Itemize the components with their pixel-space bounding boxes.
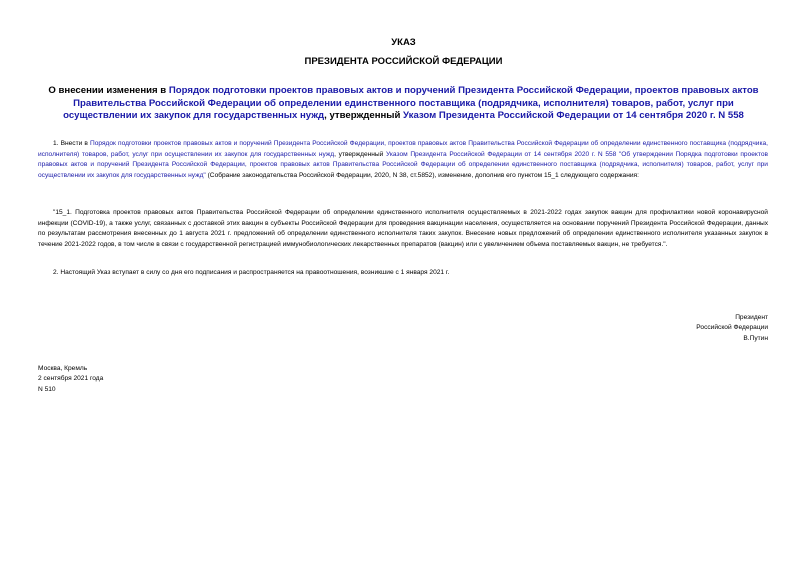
document-title (36, 85, 771, 123)
document-type-heading: УКАЗ (391, 37, 416, 48)
signature-position-2: Российской Федерации (696, 324, 768, 332)
paragraph-amendment-text: "15_1. Подготовка проектов правовых актов Правительства Российской Федерации об определении единственного исполнителя осуществляемых в 2021-2022 годах закупок вакцин для профилактики новой коронавирусной инфекции (COVID-19), а также услуг, связанных с доставкой этих вакцин в субъекты Российской Федерации для проведения вакцинации населения, осуществляется на основании поручений Президента Российской Федерации, данных по результатам рассмотрения внесенных до 1 августа 2021 г. предложений об определении единственного исполнителя таких закупок. Внесение новых предложений об определении единственного исполнителя указанных закупок в течение 2021-2022 годов, в том числе в связи с государственной регистрацией иммунобиологических лекарственных препаратов (вакцин) или с увеличением объема поставляемых вакцин, не требуется.". (38, 209, 768, 249)
title-link-decree[interactable]: Указом Президента Российской Федерации от 14 сентября 2020 г. N 558 (403, 110, 744, 121)
date: 2 сентября 2021 года (38, 375, 104, 383)
title-link-procedure[interactable]: Порядок подготовки проектов правовых актов и поручений Президента Российской Федерации, проектов правовых актов Правительства Российской Федерации об определении единственного поставщика (подрядчика, исполнителя) товаров, работ, услуг при осуществлении их закупок для государственных нужд (63, 85, 759, 121)
paragraph-1 (38, 139, 768, 182)
issuer-heading: ПРЕЗИДЕНТА РОССИЙСКОЙ ФЕДЕРАЦИИ (304, 56, 503, 67)
signature-position: Президент (735, 314, 768, 321)
paragraph-1-text-end: (Собрание законодательства Российской Федерации, 2020, N 38, ст.5852), изменение, дополнив его пунктом 15_1 следующего содержания: (205, 172, 639, 180)
paragraph-1-link-procedure[interactable]: Порядок подготовки проектов правовых актов и поручений Президента Российской Федерации, проектов правовых актов Правительства Российской Федерации об определении единственного поставщика (подрядчика, исполнителя) товаров, работ, услуг при осуществлении их закупок для государственных нужд (38, 140, 768, 158)
place: Москва, Кремль (38, 365, 88, 372)
title-prefix: О внесении изменения в (48, 85, 169, 96)
paragraph-1-text-start: 1. Внести в (53, 140, 90, 147)
paragraph-1-link-decree[interactable]: Указом Президента Российской Федерации от 14 сентября 2020 г. N 558 "Об утверждении Порядка подготовки проектов правовых актов и поручений Президента Российской Федерации, проектов правовых актов Правительства Российской Федерации об определении единственного поставщика (подрядчика, исполнителя) товаров, работ, услуг при осуществлении их закупок для государственных нужд" (38, 150, 768, 180)
title-middle: , утвержденный (324, 110, 404, 121)
paragraph-2: 2. Настоящий Указ вступает в силу со дня его подписания и распространяется на правоотношения, возникшие с 1 января 2021 г. (53, 269, 450, 276)
place-date-block (38, 364, 238, 395)
paragraph-1-text-middle: , утвержденный (334, 150, 386, 158)
signature-block (568, 313, 768, 344)
document-number: N 510 (38, 385, 56, 393)
signature-name: В.Путин (743, 334, 768, 342)
